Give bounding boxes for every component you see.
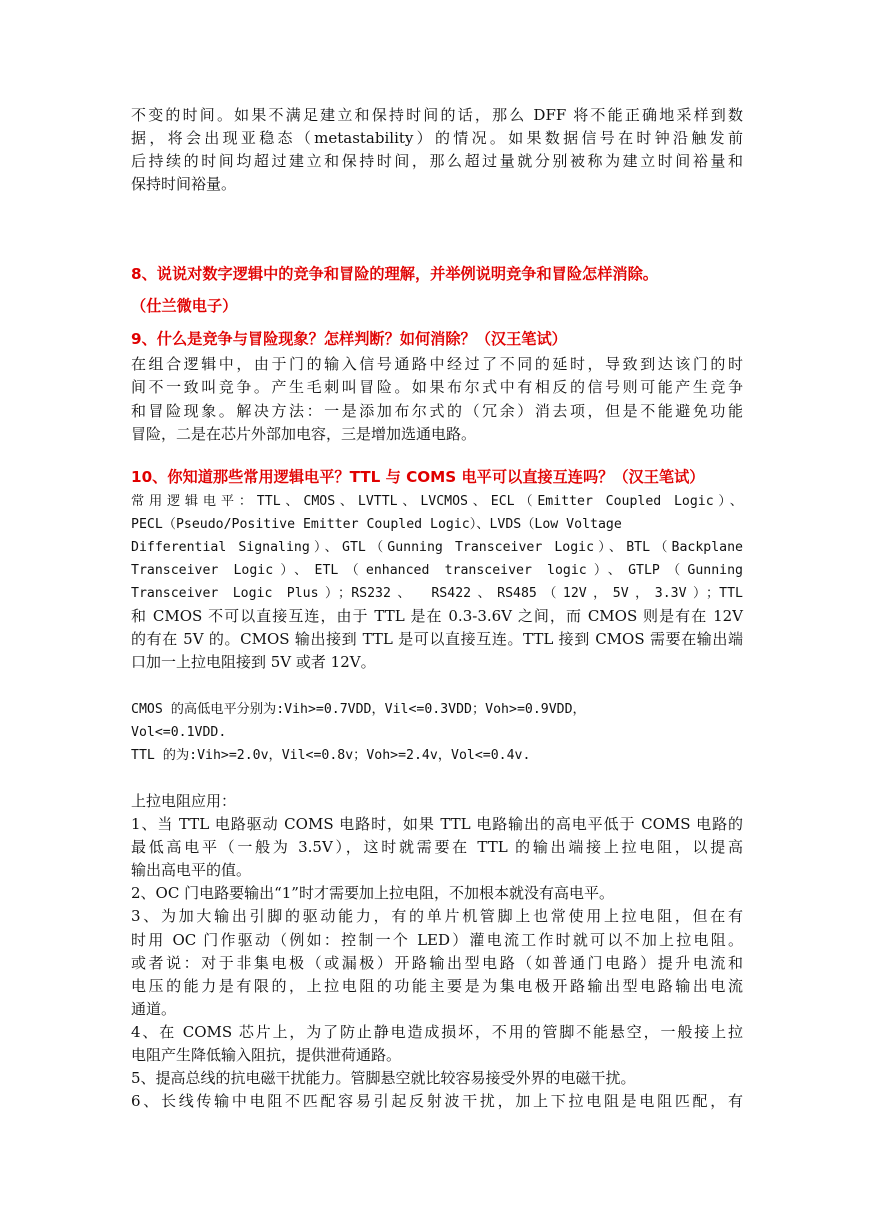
text-line: Vol<=0.1VDD. — [131, 724, 227, 740]
text-line: 和 CMOS 不可以直接互连，由于 TTL 是在 0.3-3.6V 之间，而 CMOS 则是有在 12V — [131, 607, 743, 626]
text-line: CMOS 的高低电平分别为:Vih>=0.7VDD，Vil<=0.3VDD；Voh>=0.9VDD， — [131, 701, 586, 717]
text-line: 最低高电平（一般为 3.5V），这时就需要在 TTL 的输出端接上拉电阻，以提高 — [131, 838, 743, 857]
spacer — [131, 242, 743, 259]
text-line: Transceiver Logic）、ETL（enhanced transceiver logic）、GTLP（Gunning — [131, 563, 743, 579]
text-line: 在组合逻辑中，由于门的输入信号通路中经过了不同的延时，导致到达该门的时 — [131, 355, 743, 374]
question-10 — [131, 464, 743, 1114]
text-line: 或者说：对于非集电极（或漏极）开路输出型电路（如普通门电路）提升电流和 — [131, 953, 743, 972]
question-8 — [131, 259, 743, 321]
text-line: 的有在 5V 的。CMOS 输出接到 TTL 是可以直接互连。TTL 接到 CMOS 需要在输出端 — [131, 630, 743, 649]
text-line: 5、提高总线的抗电磁干扰能力。管脚悬空就比较容易接受外界的电磁干扰。 — [131, 1069, 636, 1088]
text-line: 间不一致叫竞争。产生毛刺叫冒险。如果布尔式中有相反的信号则可能产生竞争 — [131, 378, 743, 397]
text-line: 输出高电平的值。 — [131, 861, 252, 880]
text-line: 2、OC 门电路要输出“1”时才需要加上拉电阻，不加根本就没有高电平。 — [131, 884, 614, 903]
question-10-title: 10、你知道那些常用逻辑电平？TTL 与 COMS 电平可以直接互连吗？（汉王笔试） — [131, 467, 705, 486]
text-line: Transceiver Logic Plus）；RS232、 RS422、RS485（12V，5V，3.3V）；TTL — [131, 586, 743, 602]
question-10-answer — [131, 490, 743, 675]
text-line: 和冒险现象。解决方法：一是添加布尔式的（冗余）消去项，但是不能避免功能 — [131, 401, 743, 420]
text-line: 电压的能力是有限的，上拉电阻的功能主要是为集电极开路输出型电路输出电流 — [131, 976, 743, 995]
pullup-resistor-section — [131, 790, 743, 1113]
spacer — [131, 767, 743, 790]
spacer — [131, 446, 743, 464]
text-line: 3、为加大输出引脚的驱动能力，有的单片机管脚上也常使用上拉电阻，但在有 — [131, 907, 743, 926]
question-8-title: 8、说说对数字逻辑中的竞争和冒险的理解，并举例说明竞争和冒险怎样消除。 — [131, 265, 658, 284]
question-9-title: 9、什么是竞争与冒险现象？怎样判断？如何消除？（汉王笔试） — [131, 330, 567, 349]
spacer — [131, 675, 743, 698]
logic-levels — [131, 698, 743, 767]
text-line: 6、长线传输中电阻不匹配容易引起反射波干扰，加上下拉电阻是电阻匹配，有 — [131, 1092, 743, 1111]
question-9 — [131, 325, 743, 445]
spacer — [131, 196, 743, 242]
text-line: 通道。 — [131, 999, 177, 1018]
text-line: 口加一上拉电阻接到 5V 或者 12V。 — [131, 653, 376, 672]
intro-paragraph — [131, 104, 743, 196]
text-line: Differential Signaling）、GTL（Gunning Transceiver Logic）、BTL（Backplane — [131, 539, 743, 555]
question-8-source: （仕兰微电子） — [131, 297, 238, 316]
text-line: 冒险，二是在芯片外部加电容，三是增加选通电路。 — [131, 424, 477, 443]
text-line: 据，将会出现亚稳态（metastability）的情况。如果数据信号在时钟沿触发前 — [131, 129, 743, 148]
section-heading: 上拉电阻应用： — [131, 791, 237, 810]
text-line: 电阻产生降低输入阻抗，提供泄荷通路。 — [131, 1046, 402, 1064]
text-line: 4、在 COMS 芯片上，为了防止静电造成损坏，不用的管脚不能悬空，一般接上拉 — [131, 1022, 743, 1041]
text-line: 常用逻辑电平：TTL、CMOS、LVTTL、LVCMOS、ECL（Emitter Coupled Logic）、 — [131, 493, 743, 509]
text-line: TTL 的为:Vih>=2.0v，Vil<=0.8v；Voh>=2.4v，Vol<=0.4v. — [131, 747, 531, 763]
text-line: 保持时间裕量。 — [131, 175, 237, 194]
document-page — [131, 104, 743, 1113]
text-line: PECL（Pseudo/Positive Emitter Coupled Logic）、LVDS（Low Voltage — [131, 516, 622, 532]
text-line: 时用 OC 门作驱动（例如：控制一个 LED）灌电流工作时就可以不加上拉电阻。 — [131, 930, 743, 949]
text-line: 后持续的时间均超过建立和保持时间，那么超过量就分别被称为建立时间裕量和 — [131, 152, 743, 171]
text-line: 不变的时间。如果不满足建立和保持时间的话，那么 DFF 将不能正确地采样到数 — [131, 106, 743, 124]
text-line: 1、当 TTL 电路驱动 COMS 电路时，如果 TTL 电路输出的高电平低于 COMS 电路的 — [131, 815, 743, 834]
